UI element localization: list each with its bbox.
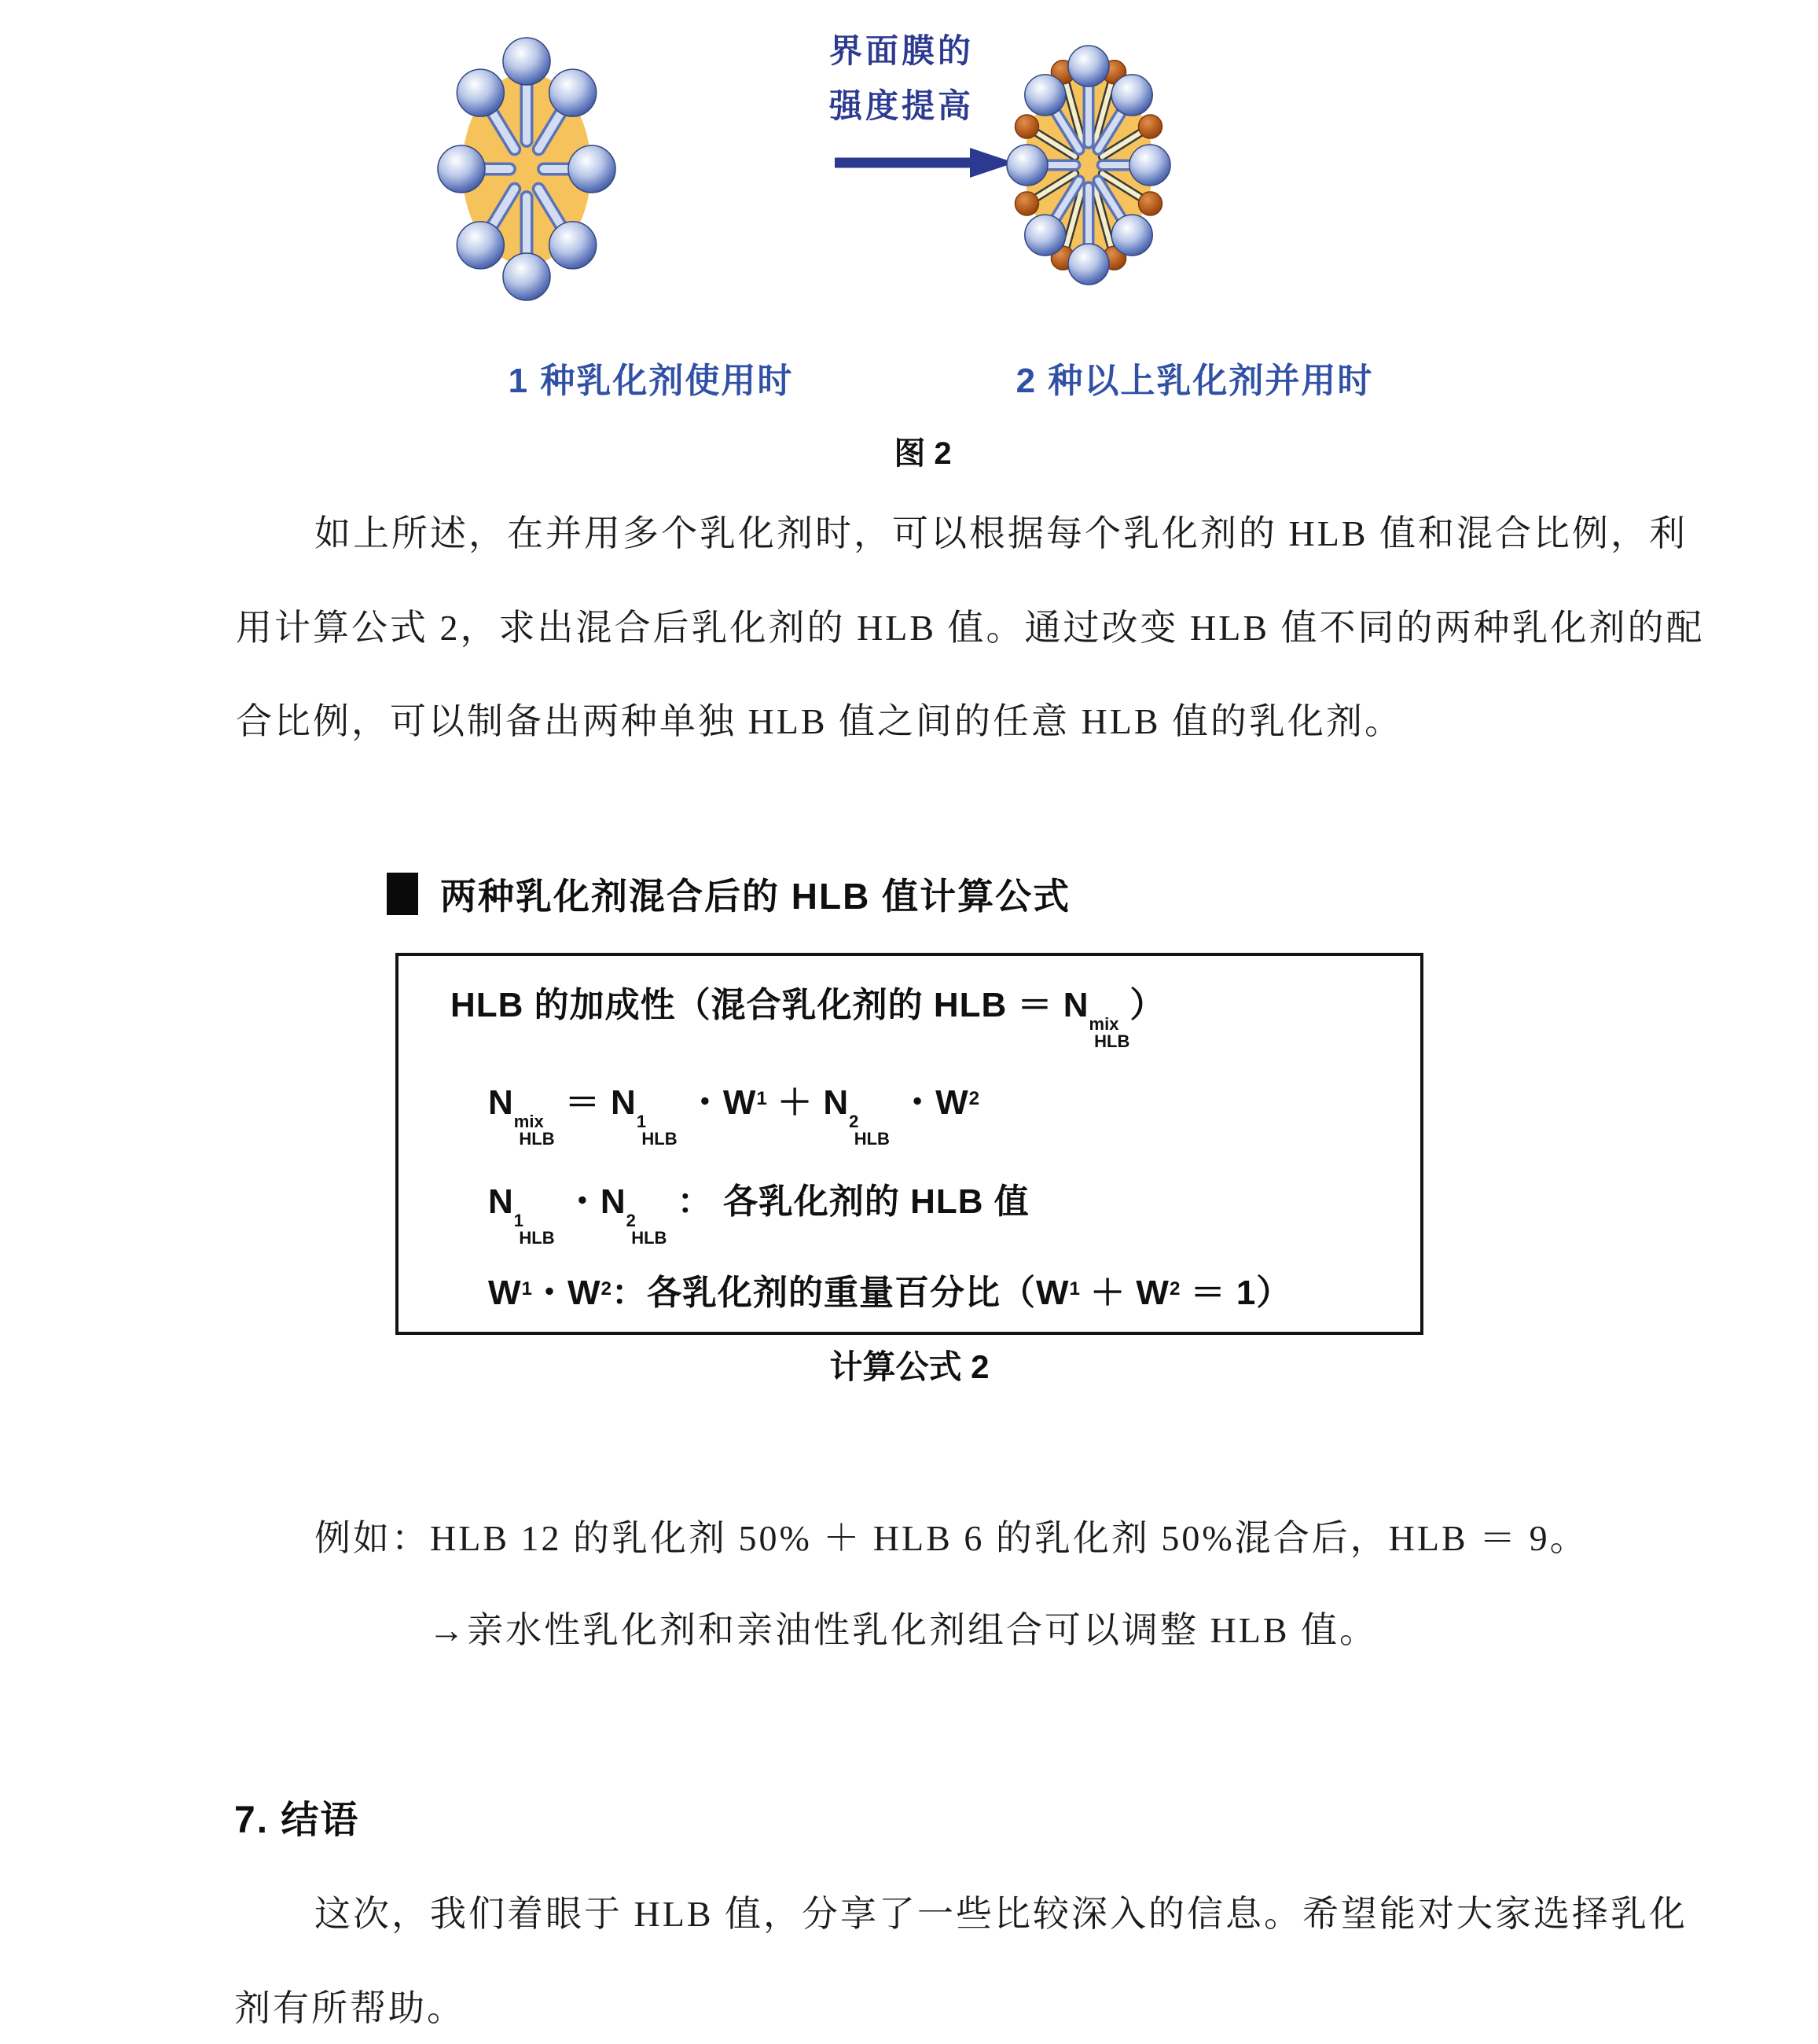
paragraph1-line3: 合比例，可以制备出两种单独 HLB 值之间的任意 HLB 值的乳化剂。 — [236, 701, 1403, 741]
example-line2: →亲水性乳化剂和亲油性乳化剂组合可以调整 HLB 值。 — [428, 1610, 1378, 1650]
conclusion-line1: 这次，我们着眼于 HLB 值，分享了一些比较深入的信息。希望能对大家选择乳化 — [314, 1894, 1688, 1934]
example-line1: 例如：HLB 12 的乳化剂 50% ＋ HLB 6 的乳化剂 50%混合后，HLB ＝ 9。 — [314, 1518, 1588, 1558]
paragraph1-line2: 用计算公式 2，求出混合后乳化剂的 HLB 值。通过改变 HLB 值不同的两种乳化剂的配 — [236, 608, 1705, 648]
figure-annotation — [829, 24, 974, 134]
formula-line-equation: N mix HLB ＝ N 1 HLB ・$W^1 + N$ 2 HLB ・$W^2$ — [488, 1083, 980, 1149]
formula-line-additivity: HLB 的加成性（混合乳化剂的 HLB ＝ N mix HLB ） — [450, 986, 1166, 1051]
figure-label-right: 2 种以上乳化剂并用时 — [1016, 362, 1374, 400]
figure-annotation-line2: 强度提高 — [829, 87, 975, 124]
formula-caption: 计算公式 2 — [829, 1348, 990, 1385]
figure-annotation-line1: 界面膜的 — [829, 32, 975, 69]
conclusion-heading: 7. 结语 — [234, 1800, 360, 1841]
paragraph1-line1: 如上所述，在并用多个乳化剂时，可以根据每个乳化剂的 HLB 值和混合比例，利 — [314, 513, 1688, 553]
formula-line-n-definition: N 1 HLB ・N 2 HLB ： 各乳化剂的 HLB 值 — [488, 1182, 1030, 1248]
micelle-single-emulsifier-diagram — [428, 16, 625, 311]
formula-section-heading: 两种乳化剂混合后的 HLB 值计算公式 — [440, 876, 1071, 917]
micelle-mixed-emulsifiers-diagram — [1006, 41, 1171, 289]
arrow-right-icon — [832, 146, 1016, 179]
black-square-bullet-icon — [387, 873, 418, 915]
figure-label-left: 1 种乳化剂使用时 — [508, 362, 794, 400]
formula-box — [395, 953, 1423, 1335]
formula-section-header — [387, 868, 1071, 920]
figure-caption: 图 2 — [894, 436, 952, 471]
formula-line-w-definition: $W^1$・$W^2$：各乳化剂的重量百分比$(W^1 + W^2 = 1)$ — [488, 1274, 1292, 1312]
conclusion-line2: 剂有所帮助。 — [234, 1988, 465, 2028]
